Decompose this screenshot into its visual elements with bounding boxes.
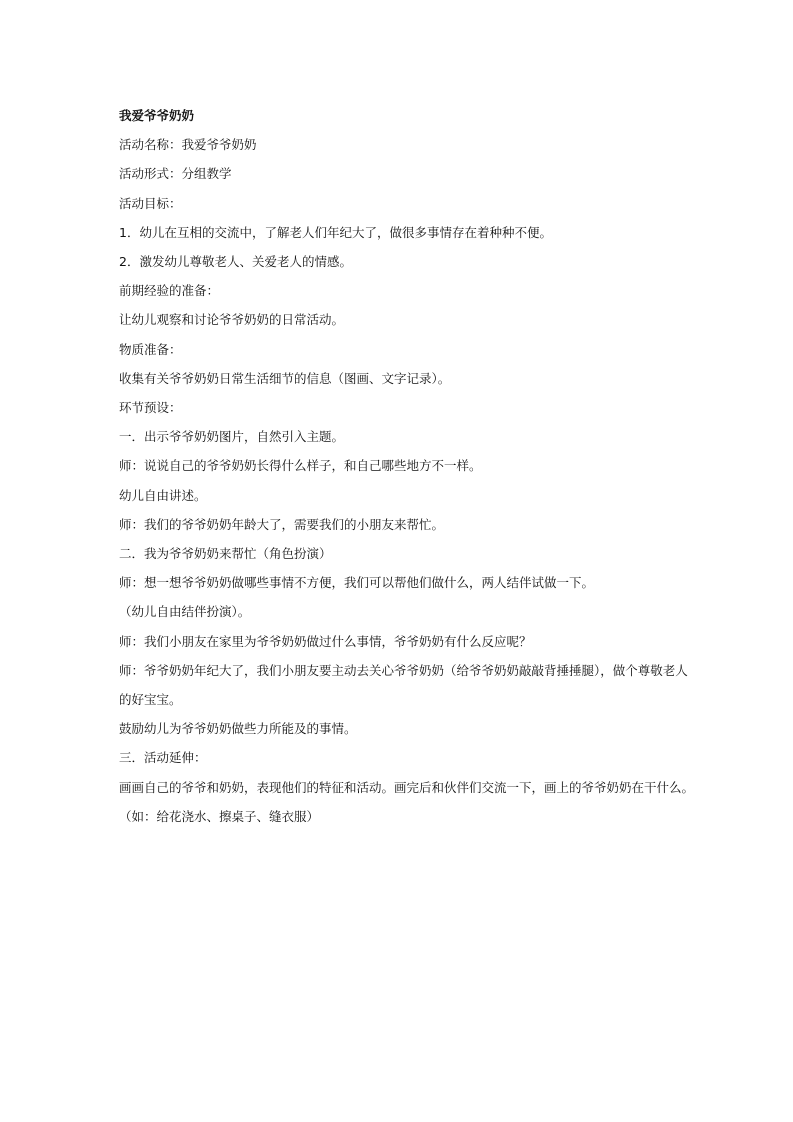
- process-step-1: 一．出示爷爷奶奶图片，自然引入主题。: [119, 429, 345, 445]
- child-line-1: 幼儿自由讲述。: [119, 487, 207, 503]
- teacher-line-4: 师：我们小朋友在家里为爷爷奶奶做过什么事情，爷爷奶奶有什么反应呢？: [119, 633, 532, 649]
- prior-experience-text: 让幼儿观察和讨论爷爷奶奶的日常活动。: [119, 312, 345, 328]
- document-title: 我爱爷爷奶奶: [119, 108, 195, 123]
- teacher-line-5-continued: 的好宝宝。: [119, 692, 182, 708]
- process-heading: 环节预设：: [119, 400, 182, 416]
- activity-form-line: 活动形式：分组教学: [119, 166, 232, 182]
- extension-activity-text: 画画自己的爷爷和奶奶，表现他们的特征和活动。画完后和伙伴们交流一下，画上的爷爷奶奶在干什么。: [119, 779, 695, 795]
- teacher-line-3: 师：想一想爷爷奶奶做哪些事情不方便，我们可以帮他们做什么，两人结伴试做一下。: [119, 575, 595, 591]
- teacher-line-1: 师：说说自己的爷爷奶奶长得什么样子，和自己哪些地方不一样。: [119, 458, 482, 474]
- process-step-3: 三．活动延伸：: [119, 750, 207, 766]
- document-body: [119, 101, 695, 831]
- encourage-line: 鼓励幼儿为爷爷奶奶做些力所能及的事情。: [119, 721, 357, 737]
- prior-experience-heading: 前期经验的准备：: [119, 283, 220, 299]
- child-roleplay-line: （幼儿自由结伴扮演）。: [119, 604, 251, 620]
- activity-name-line: 活动名称：我爱爷爷奶奶: [119, 137, 257, 153]
- goal-item-1: 1．幼儿在互相的交流中，了解老人们年纪大了，做很多事情存在着种种不便。: [119, 224, 552, 240]
- materials-heading: 物质准备：: [119, 341, 182, 357]
- activity-goals-heading: 活动目标：: [119, 195, 182, 211]
- process-step-2: 二．我为爷爷奶奶来帮忙（角色扮演）: [119, 546, 332, 562]
- goal-item-2: 2．激发幼儿尊敬老人、关爱老人的情感。: [119, 254, 352, 270]
- extension-examples: （如：给花浇水、擦桌子、缝衣服）: [119, 808, 320, 824]
- teacher-line-2: 师：我们的爷爷奶奶年龄大了，需要我们的小朋友来帮忙。: [119, 516, 445, 532]
- materials-text: 收集有关爷爷奶奶日常生活细节的信息（图画、文字记录）。: [119, 370, 451, 386]
- teacher-line-5: 师：爷爷奶奶年纪大了，我们小朋友要主动去关心爷爷奶奶（给爷爷奶奶敲敲背捶捶腿），做个尊敬老人: [119, 662, 688, 678]
